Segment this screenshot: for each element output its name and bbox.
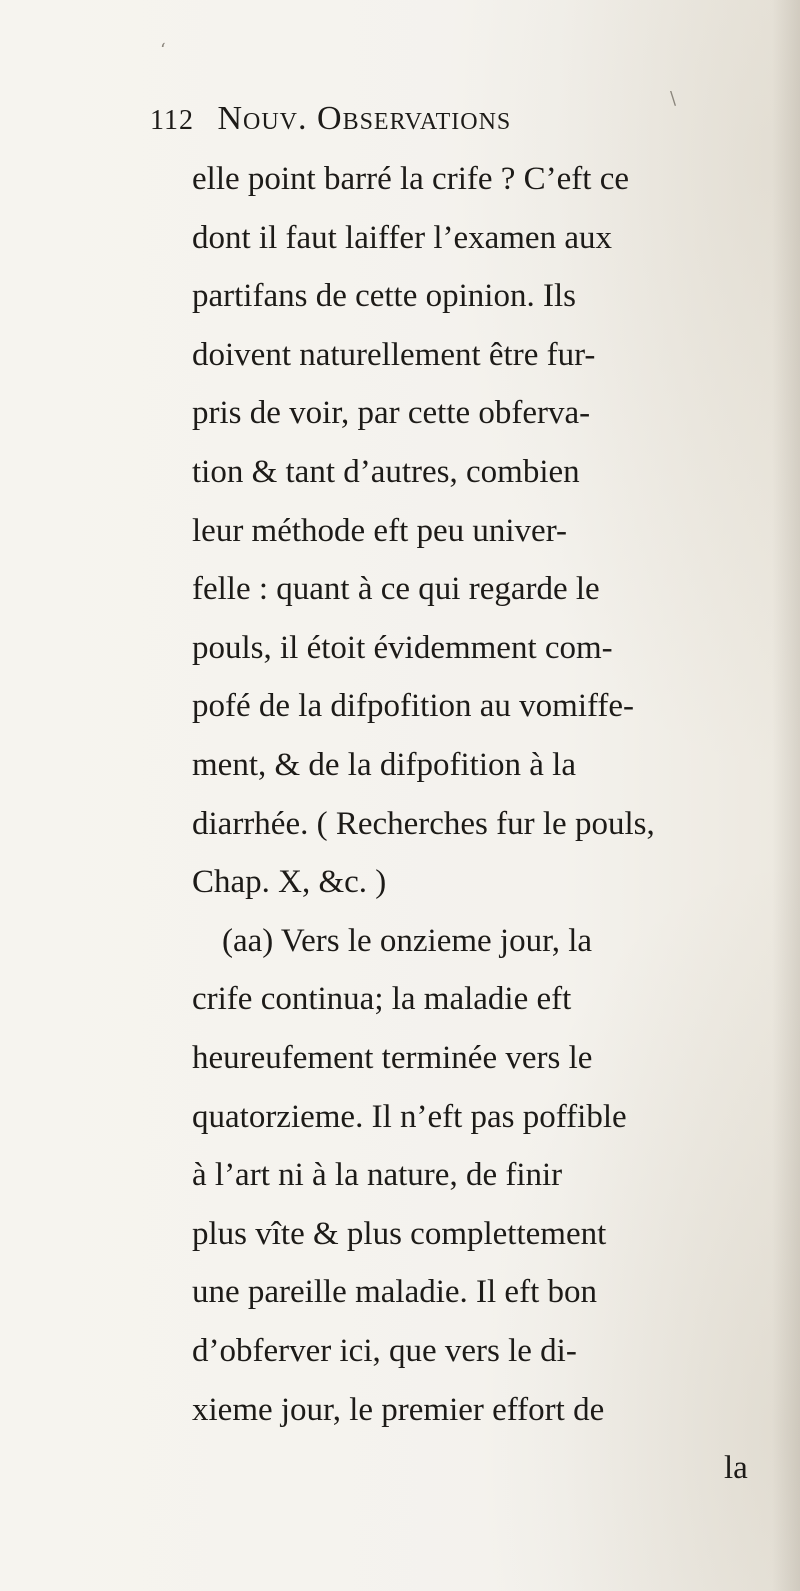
text-line: felle : quant à ce qui regarde le (192, 571, 600, 608)
text-line: doivent naturellement être fur- (192, 336, 596, 373)
text-line: crife continua; la maladie eft (192, 981, 572, 1018)
ink-speck: ‘ (160, 40, 166, 61)
text-line: heureufement terminée vers le (192, 1040, 593, 1076)
text-line: d’obferver ici, que vers le di- (192, 1333, 577, 1369)
text-line: dont il faut laiffer l’examen aux (192, 219, 612, 256)
text-line: leur méthode eft peu univer- (192, 512, 568, 549)
ink-speck: \ (670, 88, 677, 109)
text-line: la (724, 1450, 748, 1487)
text-line: diarrhée. ( Recherches fur le pouls, (192, 805, 655, 842)
text-line: plus vîte & plus complettement (192, 1215, 607, 1252)
text-line: quatorzieme. Il n’eft pas poffible (192, 1098, 627, 1135)
text-line: Chap. X, &c. ) (192, 864, 387, 901)
text-line: pouls, il étoit évidemment com- (192, 629, 613, 666)
text-line: une pareille maladie. Il eft bon (192, 1274, 597, 1311)
text-line: partifans de cette opinion. Ils (192, 278, 576, 315)
page-edge-shadow (772, 0, 800, 1591)
page-number: 112 (150, 105, 194, 136)
text-line: (aa) Vers le onzieme jour, la (222, 922, 593, 959)
text-line: tion & tant d’autres, combien (192, 454, 580, 490)
text-line: xieme jour, le premier effort de (192, 1391, 605, 1428)
text-line: pris de voir, par cette obferva- (192, 395, 591, 432)
text-line: ment, & de la difpofition à la (192, 747, 576, 783)
text-line: à l’art ni à la nature, de finir (192, 1157, 563, 1194)
text-line: elle point barré la crife ? C’eft ce (192, 161, 629, 197)
running-header (150, 100, 730, 138)
header-title: Nouv. Observations (217, 100, 512, 137)
text-line: pofé de la difpofition au vomiffe- (192, 688, 635, 725)
